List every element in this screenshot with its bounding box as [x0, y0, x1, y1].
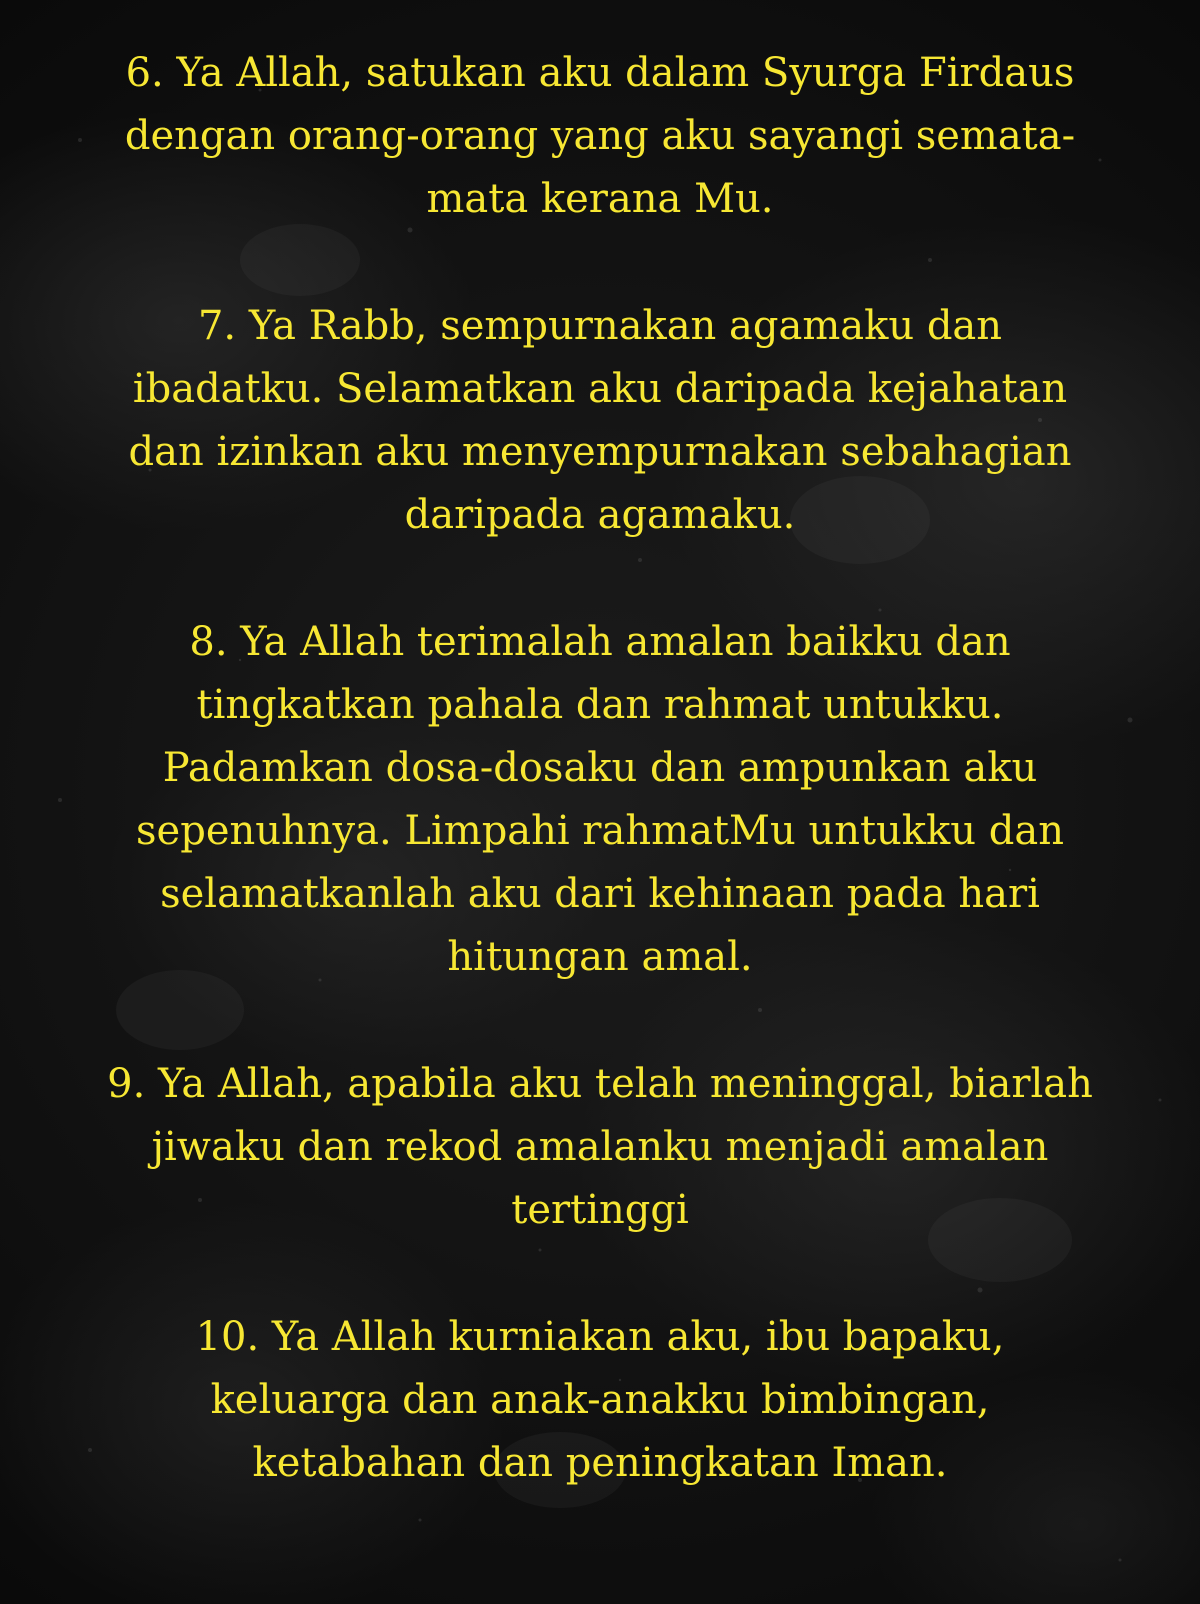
prayer-item-10-line-1: 10. Ya Allah kurniakan aku, ibu bapaku, [195, 1314, 1005, 1360]
prayer-item-8-line-3: Padamkan dosa-dosaku dan ampunkan aku [162, 745, 1038, 791]
prayer-item-6 [60, 42, 1140, 231]
prayer-item-6-line-3: mata kerana Mu. [426, 176, 774, 222]
prayer-item-6-line-1: 6. Ya Allah, satukan aku dalam Syurga Firdaus [125, 50, 1075, 96]
prayer-item-7-line-3: dan izinkan aku menyempurnakan sebahagian [128, 429, 1072, 475]
prayer-item-7-line-2: ibadatku. Selamatkan aku daripada kejahatan [132, 366, 1068, 412]
prayer-item-8-line-2: tingkatkan pahala dan rahmat untukku. [196, 682, 1004, 728]
prayer-item-9-line-2: jiwaku dan rekod amalanku menjadi amalan [151, 1124, 1049, 1170]
prayer-item-8 [60, 611, 1140, 989]
prayer-item-7 [60, 295, 1140, 547]
prayer-item-9-line-1: 9. Ya Allah, apabila aku telah meninggal, biarlah [107, 1061, 1093, 1107]
prayer-item-9 [60, 1053, 1140, 1242]
prayer-item-8-line-6: hitungan amal. [447, 934, 753, 980]
prayer-item-9-line-3: tertinggi [511, 1187, 689, 1233]
prayer-text-content [60, 42, 1140, 1495]
prayer-item-7-line-4: daripada agamaku. [404, 492, 796, 538]
prayer-item-6-line-2: dengan orang-orang yang aku sayangi semata- [124, 113, 1076, 159]
prayer-item-10-line-3: ketabahan dan peningkatan Iman. [252, 1440, 948, 1486]
prayer-item-10-line-2: keluarga dan anak-anakku bimbingan, [210, 1377, 990, 1423]
prayer-item-10 [60, 1306, 1140, 1495]
prayer-item-8-line-5: selamatkanlah aku dari kehinaan pada hari [160, 871, 1040, 917]
prayer-item-7-line-1: 7. Ya Rabb, sempurnakan agamaku dan [197, 303, 1003, 349]
prayer-item-8-line-4: sepenuhnya. Limpahi rahmatMu untukku dan [136, 808, 1064, 854]
prayer-item-8-line-1: 8. Ya Allah terimalah amalan baikku dan [189, 619, 1011, 665]
